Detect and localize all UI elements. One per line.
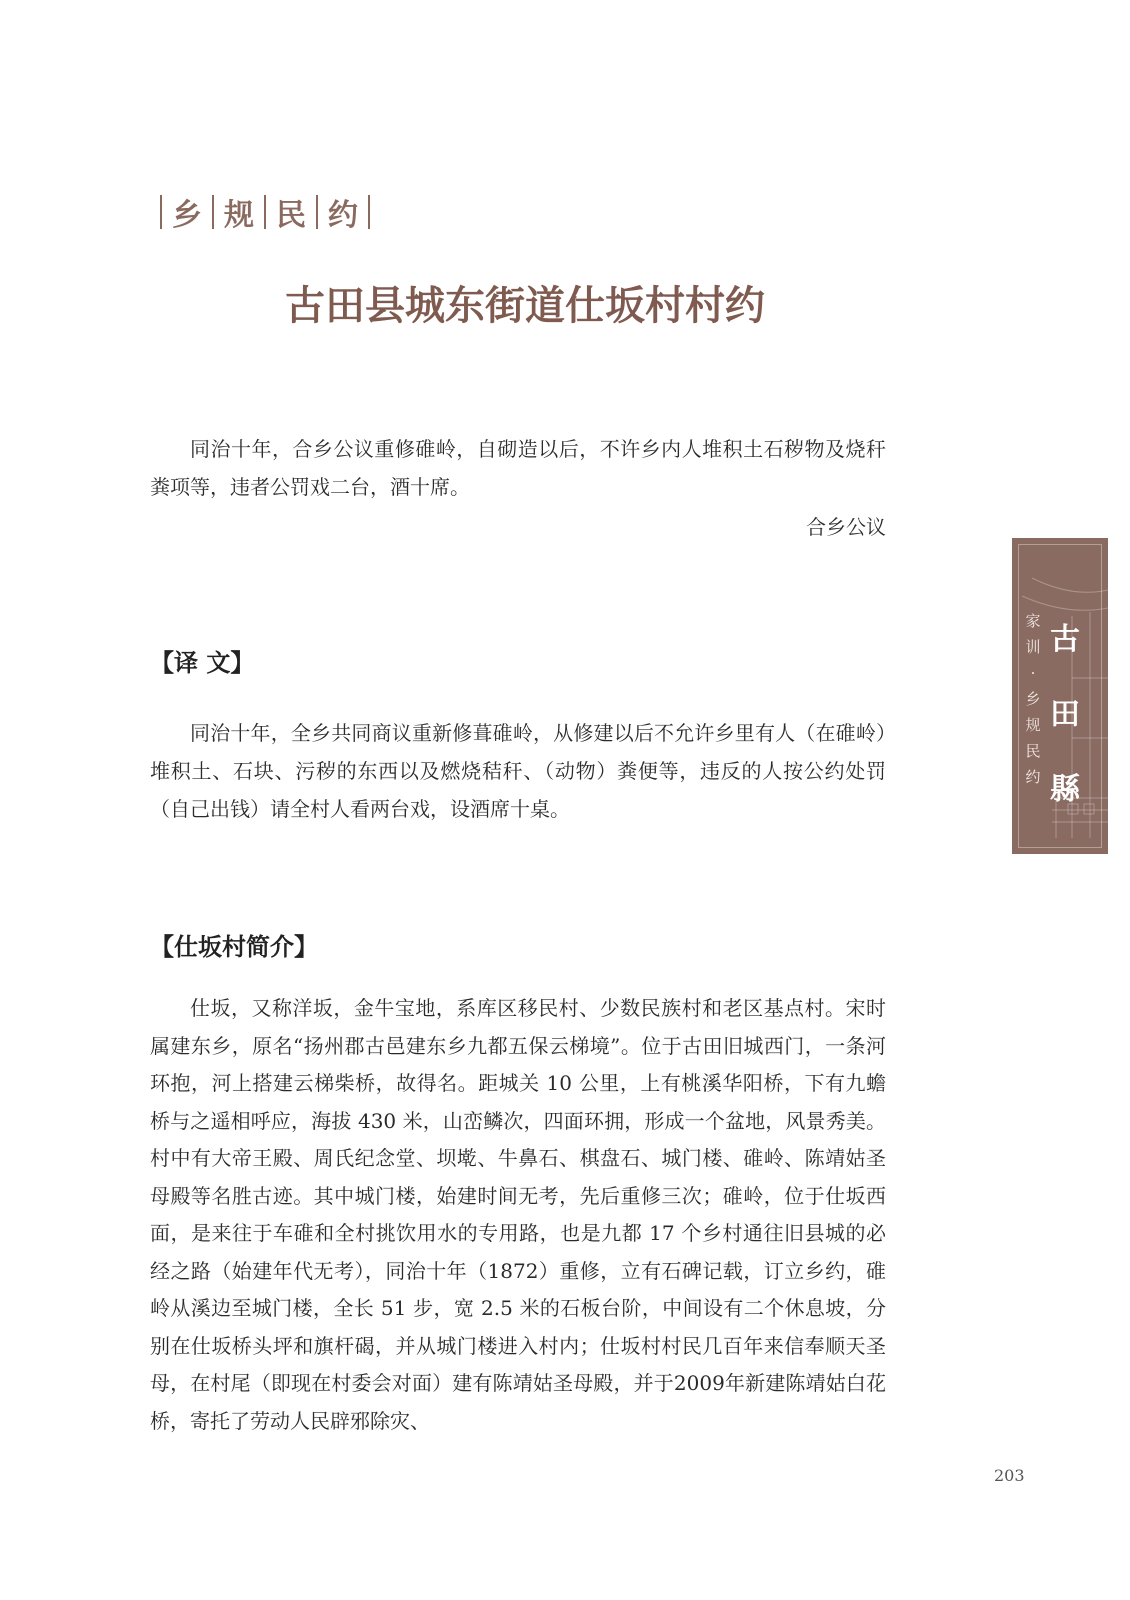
translation-text: 同治十年，全乡共同商议重新修葺碓岭，从修建以后不允许乡里有人（在碓岭）堆积土、石块、污秽的东西以及燃烧秸秆、（动物）粪便等，违反的人按公约处罚（自己出钱）请全村人看两台戏，设酒席十桌。 <box>150 721 886 821</box>
section-tag <box>150 190 380 234</box>
divider <box>316 195 318 229</box>
translation-heading: 【译 文】 <box>150 648 255 677</box>
section-tag-char: 约 <box>328 198 358 233</box>
divider <box>212 195 214 229</box>
page-number: 203 <box>994 1466 1025 1485</box>
original-text: 同治十年，合乡公议重修碓岭，自砌造以后，不许乡内人堆积土石秽物及烧秆粪项等，违者公罚戏二台，酒十席。 <box>150 437 886 499</box>
divider <box>264 195 266 229</box>
intro-heading: 【仕坂村简介】 <box>150 932 318 961</box>
section-tag-char: 乡 <box>172 198 202 233</box>
side-tab-title: 古田縣 <box>1050 622 1080 807</box>
intro-text: 仕坂，又称洋坂，金牛宝地，系库区移民村、少数民族村和老区基点村。宋时属建东乡，原名“扬州郡古邑建东乡九都五保云梯境”。位于古田旧城西门，一条河环抱，河上搭建云梯柴桥，故得名。距城关 10 公里，上有桃溪华阳桥，下有九蟾桥与之遥相呼应，海拔 430 米，山峦鳞次，四面环拥，形成一个盆地，风景秀美。村中有大帝王殿、周氏纪念堂、坝墘、牛鼻石、棋盘石、城门楼、碓岭、陈靖姑圣母殿等名胜古迹。其中城门楼，始建时间无考，先后重修三次；碓岭，位于仕坂西面，是来往于车碓和全村挑饮用水的专用路，也是九都 17 个乡村通往旧县城的必经之路（始建年代无考），同治十年（1872）重修，立有石碑记载，订立乡约，碓岭从溪边至城门楼，全长 51 步，宽 2.5 米的石板台阶，中间设有二个休息坡，分别在仕坂桥头坪和旗杆碣，并从城门楼进入村内；仕坂村村民几百年来信奉顺天圣母，在村尾（即现在村委会对面）建有陈靖姑圣母殿，并于2009年新建陈靖姑白花桥，寄托了劳动人民辟邪除灾、 <box>150 996 886 1433</box>
page-title: 古田县城东街道仕坂村村约 <box>285 282 765 329</box>
side-tab-subtitle: 家训·乡规民约 <box>1025 612 1041 786</box>
original-signature: 合乡公议 <box>806 515 886 539</box>
section-tag-char: 民 <box>276 198 306 233</box>
side-tab <box>1012 538 1108 854</box>
divider <box>368 195 370 229</box>
section-tag-char: 规 <box>224 198 254 233</box>
divider <box>160 195 162 229</box>
